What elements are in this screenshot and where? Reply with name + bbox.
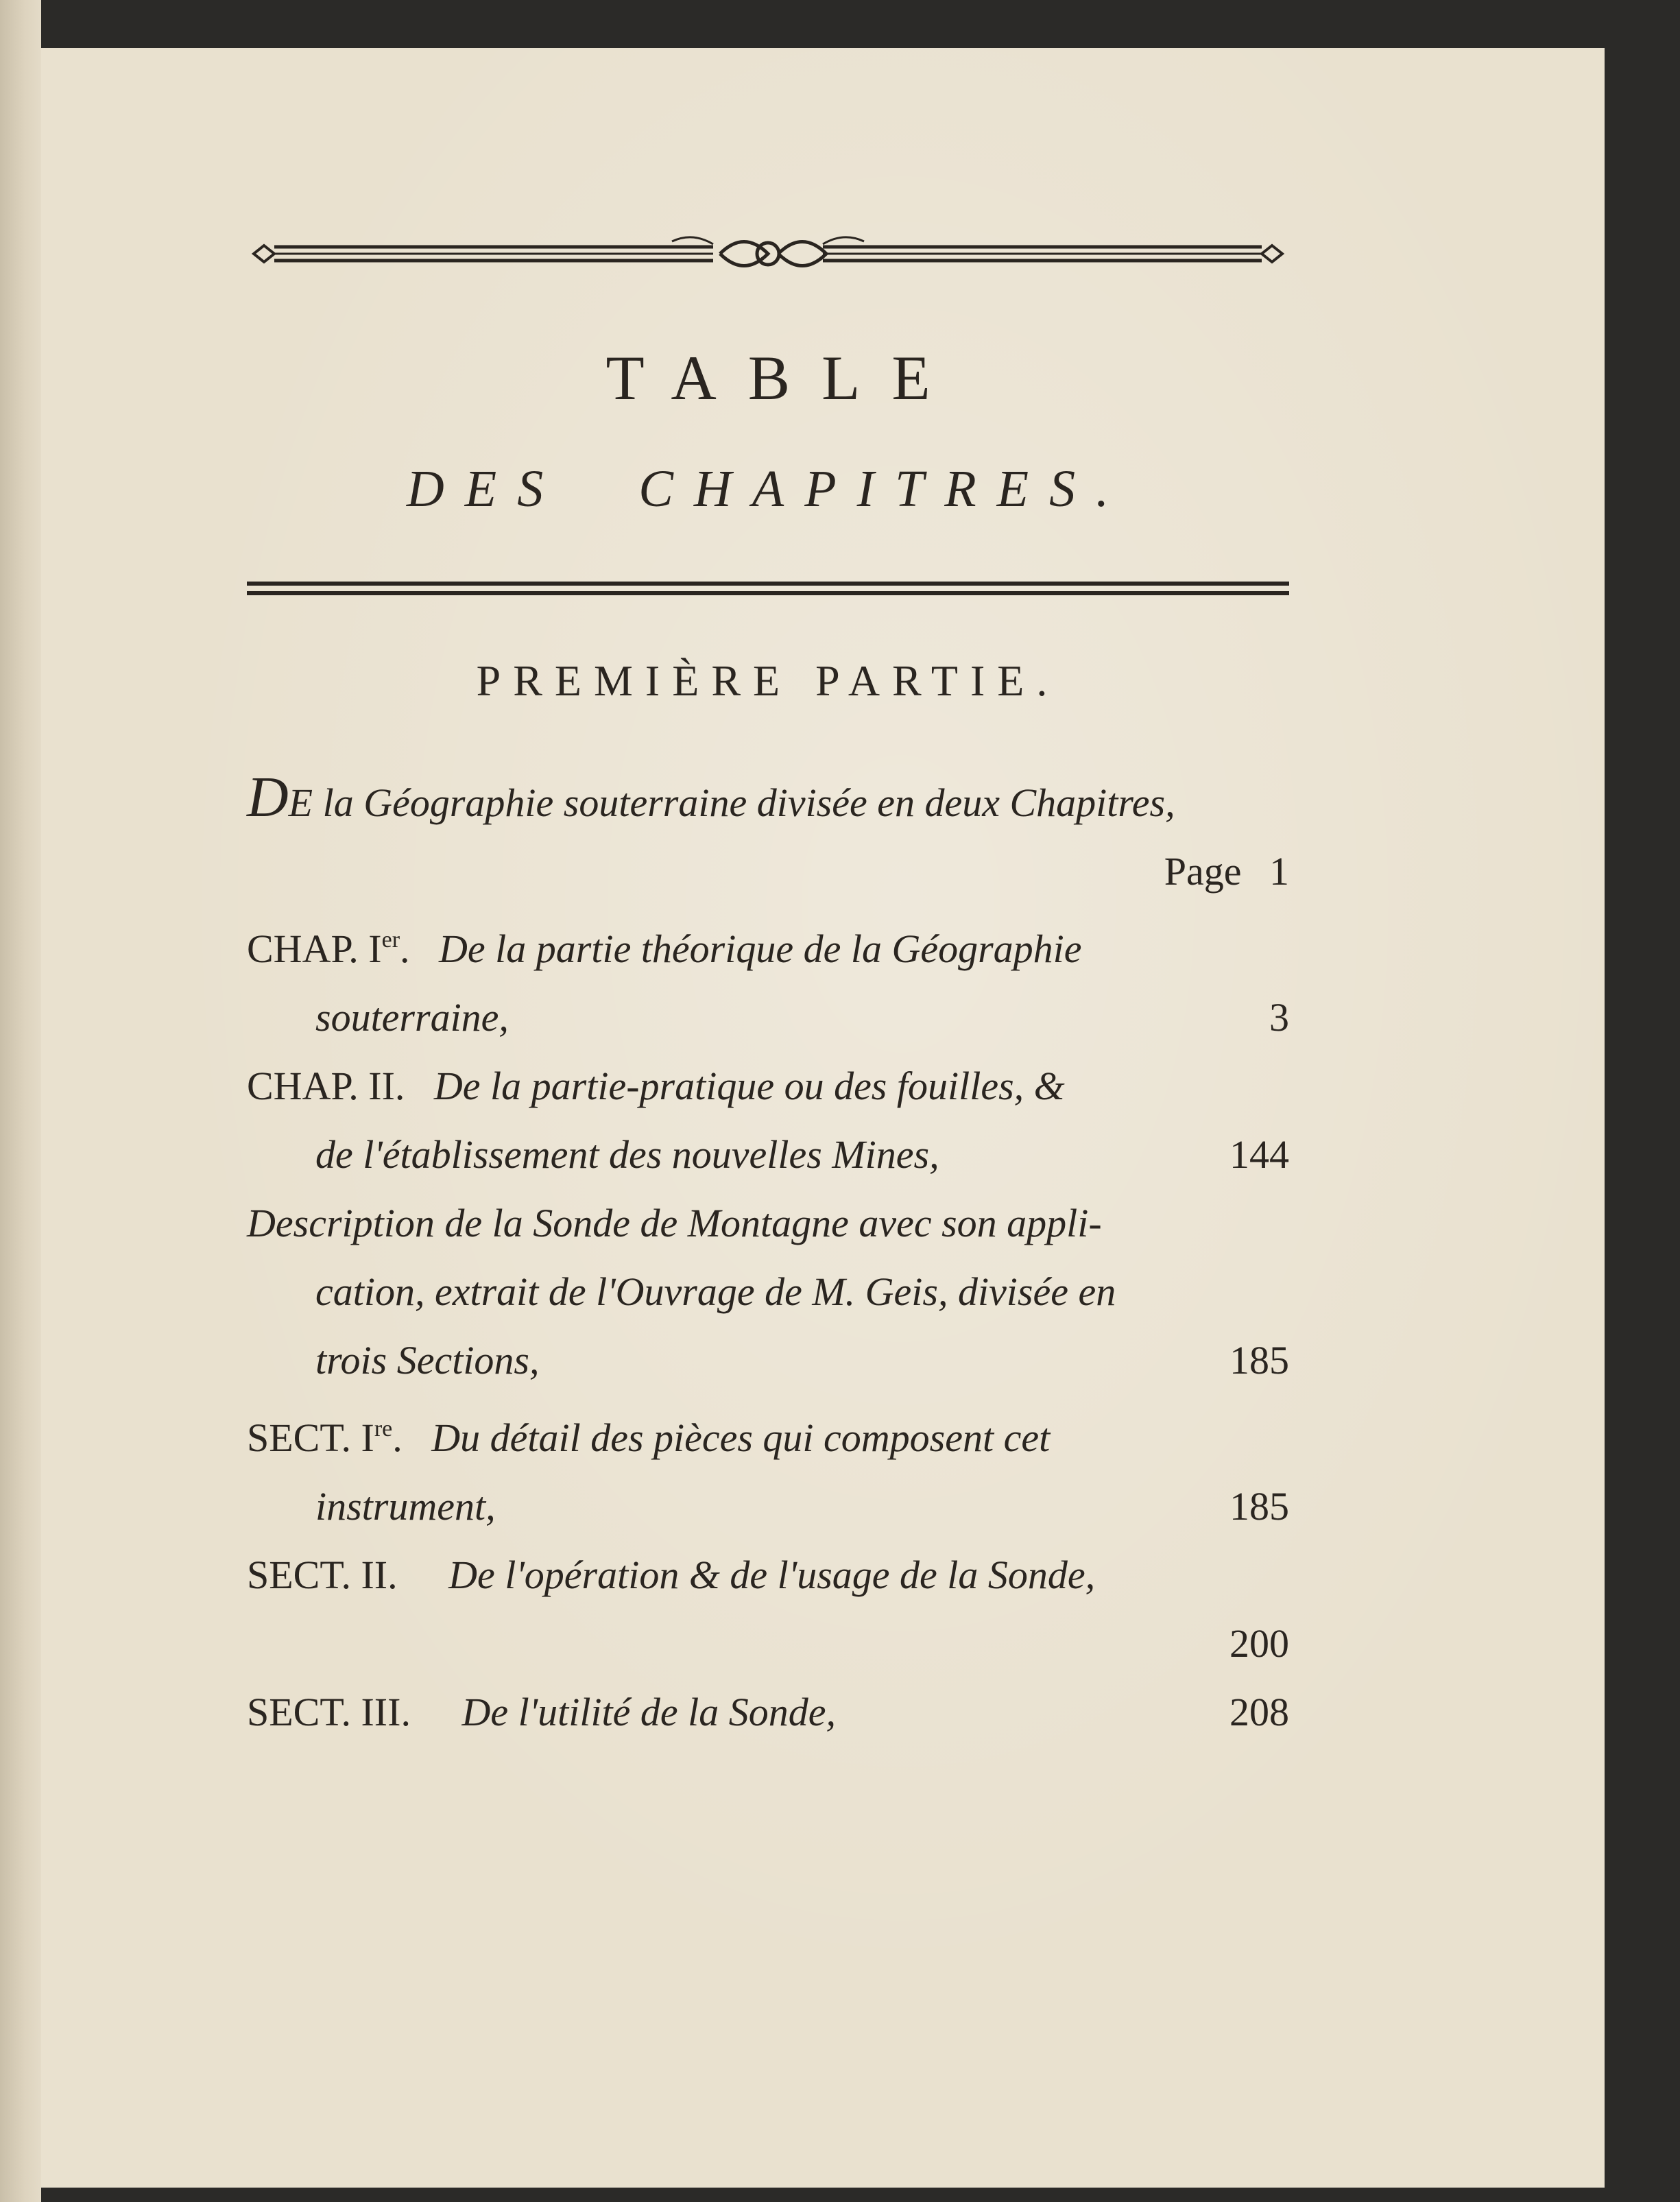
entry-text-cont: cation, extrait de l'Ouvrage de M. Geis, divisée en — [315, 1269, 1116, 1314]
drop-cap: D — [247, 765, 289, 829]
page-number: 3 — [1269, 995, 1289, 1040]
toc-entry — [247, 763, 1289, 906]
entry-text-cont: trois Sections, — [315, 1338, 540, 1383]
page-number: 185 — [1229, 1338, 1289, 1383]
entry-text: De l'opération & de l'usage de la Sonde, — [448, 1553, 1096, 1597]
page-number: 1 — [1269, 849, 1289, 894]
book-page — [41, 48, 1605, 2188]
entry-text-cont: instrument, — [315, 1484, 496, 1529]
entry-label: SECT. II. — [247, 1553, 398, 1597]
page-label-group — [1164, 837, 1289, 906]
toc-entry — [247, 1678, 1289, 1747]
subtitle-word-2: CHAPITRES. — [638, 460, 1130, 518]
entry-label-sup: re — [374, 1416, 393, 1441]
entry-text: la Géographie souterraine divisée en deux Chapitres, — [313, 780, 1175, 825]
toc-entry — [247, 1541, 1289, 1678]
page-content — [247, 226, 1289, 1747]
toc-entry — [247, 1395, 1289, 1541]
entry-text: De la partie-pratique ou des fouilles, & — [433, 1064, 1065, 1108]
part-heading: PREMIÈRE PARTIE. — [476, 656, 1060, 705]
entry-text: De la partie théorique de la Géographie — [439, 926, 1082, 971]
toc-entry — [247, 1189, 1289, 1395]
entry-text-cont: souterraine, — [315, 995, 509, 1040]
page-title: TABLE — [605, 343, 962, 413]
entry-lead-rest: E — [288, 780, 313, 825]
entry-label-tail: . — [400, 926, 410, 971]
page-number: 144 — [1229, 1132, 1289, 1177]
page-subtitle — [247, 460, 1289, 518]
entry-label: SECT. I — [247, 1415, 374, 1460]
entry-text: Du détail des pièces qui composent cet — [431, 1415, 1051, 1460]
entry-label: SECT. III. — [247, 1690, 411, 1734]
book-gutter — [0, 0, 41, 2202]
page-number: 185 — [1229, 1484, 1289, 1529]
toc-entry — [247, 906, 1289, 1052]
entry-label-sup: er — [381, 927, 400, 953]
double-rule — [247, 578, 1289, 599]
entry-text-cont: de l'établissement des nouvelles Mines, — [315, 1132, 939, 1177]
subtitle-word-1: DES — [406, 460, 564, 518]
entry-label: CHAP. I — [247, 926, 382, 971]
entry-text: De l'utilité de la Sonde, — [461, 1690, 837, 1734]
ornamental-header-rule — [247, 226, 1289, 281]
page-number: 200 — [1229, 1621, 1289, 1666]
entry-label: CHAP. II. — [247, 1064, 405, 1108]
entry-label-tail: . — [392, 1415, 403, 1460]
page-label: Page — [1164, 849, 1242, 894]
page-number: 208 — [1229, 1690, 1289, 1734]
toc-entries — [247, 763, 1289, 1747]
entry-text: Description de la Sonde de Montagne avec son appli- — [247, 1201, 1102, 1245]
toc-entry — [247, 1052, 1289, 1189]
